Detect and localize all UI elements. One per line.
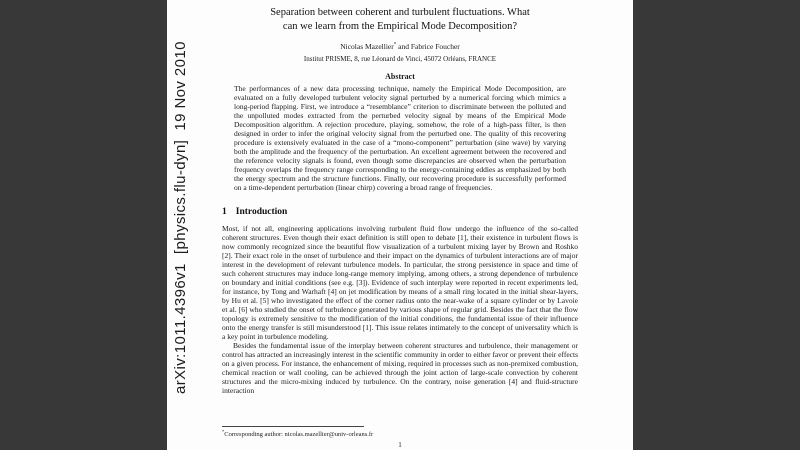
author-footnote-marker: * [393, 42, 397, 48]
section-heading-introduction [222, 207, 578, 217]
footnote-content: Corresponding author: nicolas.mazellier@univ-orleans.fr [224, 431, 374, 438]
author-names-rest: and Fabrice Foucher [396, 41, 460, 51]
affiliation-line: Institut PRISME, 8, rue Léonard de Vinci, 45072 Orléans, FRANCE [303, 55, 497, 64]
section-number: 1 [222, 207, 227, 218]
author-names: Nicolas Mazellier [340, 41, 394, 51]
paper-title [222, 6, 578, 34]
section-title: Introduction [235, 207, 288, 218]
abstract-heading: Abstract [385, 72, 415, 82]
authors-line [222, 42, 578, 51]
paper-title-line-2: can we learn from the Empirical Mode Decomposition? [282, 20, 518, 32]
footnote-marker: * [222, 428, 225, 434]
footnote-block [222, 424, 578, 438]
footnote-rule [222, 426, 364, 427]
abstract-paragraph: The performances of a new data processing technique, namely the Empirical Mode Decomposition, are evaluated on a fully developed turbulent velocity signal perturbed by a numerical forcing which mimics a long-period flapping. First, we introduce a “resemblance” criterion to discriminate between the polluted and the unpolluted modes extracted from the perturbed velocity signal by means of the Empirical Mode Decomposition algorithm. A rejection procedure, playing, somehow, the role of a high-pass filter, is then designed in order to infer the original velocity signal from the perturbed one. The quality of this recovering procedure is extensively evaluated in the case of a “mono-component” perturbation (sine wave) by varying both the amplitude and the frequency of the perturbation. An excellent agreement between the recovered and the reference velocity signals is found, even though some discrepancies are observed when the perturbation frequency overlaps the frequency range corresponding to the energy-containing eddies as emphasized by both the energy spectrum and the structure functions. Finally, our recovering procedure is successfully performed on a time-dependent perturbation (linear chirp) covering a broad range of frequencies. [234, 84, 566, 193]
page-number: 1 [398, 441, 402, 449]
introduction-paragraph-2: Besides the fundamental issue of the interplay between coherent structures and turbulence, their management or control has attracted an increasingly interest in the scientific community in order to either favor or prevent their effects on a given process. For instance, the enhancement of mixing, required in processes such as non-premixed combustion, chemical reaction or wall cooling, can be achieved through the joint action of large-scale convection by coherent structures and the micro-mixing induced by turbulence. On the contrary, noise generation [4] and fluid-structure interaction [222, 341, 578, 396]
introduction-paragraph-1: Most, if not all, engineering applications involving turbulent fluid flow undergo the influence of the so-called coherent structures. Even though their exact definition is still open to debate [1], their existence in turbulent flows is now commonly recognized since the beautiful flow visualization of a turbulent mixing layer by Brown and Roshko [2]. Their exact role in the onset of turbulence and their impact on the dynamics of turbulent interactions are of major interest in the development of relevant turbulence models. In particular, the strong persistence in space and time of such coherent structures may induce long-range memory implying, among others, a strong dependence of turbulence on boundary and initial conditions (see e.g. [3]). Evidence of such interplay were reported in recent experiments led, for instance, by Tong and Warhaft [4] on jet modification by means of a small ring located in the initial shear-layers, by Hu et al. [5] who investigated the effect of the corner radius onto the near-wake of a square cylinder or by Lavoie et al. [6] who studied the onset of turbulence generated by various shape of regular grid. Besides the fact that the flow topology is extremely sensitive to the modification of the initial conditions, the fundamental issue of their influence onto the energy transfer is still misunderstood [1]. This issue relates intimately to the concept of universality which is a key point in turbulence modeling. [222, 224, 578, 342]
arxiv-stamp-text: arXiv:1011.4396v1 [physics.flu-dyn] 19 Nov 2010 [172, 41, 189, 394]
paper-content [167, 0, 633, 395]
paper-page [167, 0, 633, 450]
paper-title-line-1: Separation between coherent and turbulent fluctuations. What [270, 7, 530, 18]
footnote-text [222, 429, 578, 438]
